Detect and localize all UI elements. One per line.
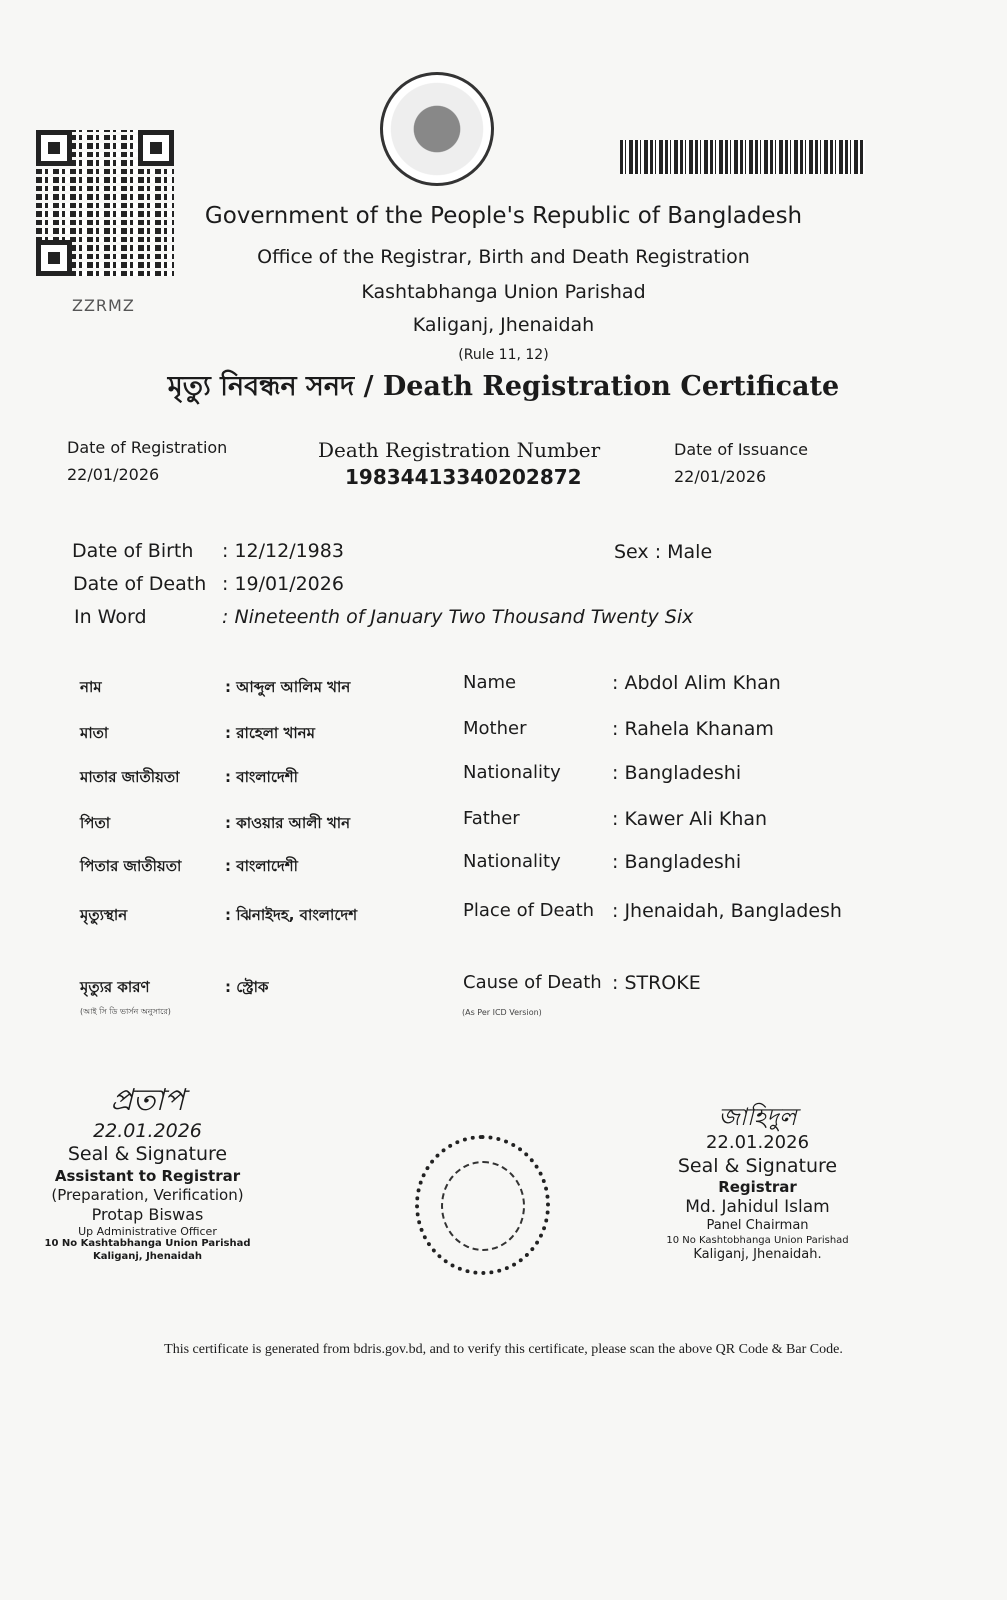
dod-label: Date of Death	[73, 573, 207, 595]
date-of-issuance-label: Date of Issuance	[674, 440, 808, 459]
field-bn-label: মৃত্যুর কারণ	[80, 978, 150, 996]
dob-value: : 12/12/1983	[222, 540, 344, 562]
registrar-sign-date: 22.01.2026	[705, 1132, 810, 1153]
field-en-label: Nationality	[463, 851, 561, 872]
field-bn-value: : বাংলাদেশী	[225, 768, 298, 786]
assistant-name: Protap Biswas	[91, 1204, 204, 1224]
dod-value: : 19/01/2026	[222, 573, 344, 595]
field-en-label: Mother	[463, 718, 527, 739]
inword-label: In Word	[74, 606, 147, 628]
header-government: Government of the People's Republic of Bangladesh	[204, 203, 803, 229]
qr-caption: ZZRMZ	[72, 296, 135, 315]
assistant-seal-label: Seal & Signature	[67, 1143, 228, 1166]
verification-footer: This certificate is generated from bdris.gov.bd, and to verify this certificate, please scan the above QR Code & Bar Code.	[164, 1342, 843, 1357]
field-bn-label: মৃত্যুস্থান	[80, 906, 128, 924]
date-of-issuance: 22/01/2026	[674, 467, 767, 486]
registrar-place: Kaliganj, Jhenaidah.	[693, 1247, 822, 1262]
field-bn-value: : আব্দুল আলিম খান	[225, 678, 351, 696]
field-en-label: Father	[463, 808, 520, 829]
field-bn-label: মাতার জাতীয়তা	[80, 768, 180, 786]
field-bn-value: : বাংলাদেশী	[225, 857, 298, 875]
field-en-label: Place of Death	[463, 900, 595, 921]
header-rule: (Rule 11, 12)	[458, 347, 549, 363]
field-en-value: : Jhenaidah, Bangladesh	[612, 900, 842, 922]
field-en-label: Nationality	[463, 762, 561, 783]
assistant-signature-block	[40, 1082, 255, 1263]
registrar-signature-block	[655, 1102, 860, 1263]
barcode	[620, 140, 865, 174]
field-bn-value: : স্ট্রোক	[225, 978, 269, 996]
dob-label: Date of Birth	[72, 540, 194, 562]
government-emblem	[380, 72, 494, 186]
assistant-place: Kaliganj, Jhenaidah	[92, 1250, 203, 1262]
field-bn-value: : রাহেলা খানম	[225, 724, 315, 742]
field-bn-label: পিতার জাতীয়তা	[80, 857, 182, 875]
field-en-label: Cause of Death	[463, 972, 602, 993]
field-bn-label: পিতা	[80, 814, 111, 832]
cause-note-bn: (আই সি ডি ভার্সন অনুসারে)	[80, 1007, 171, 1016]
assistant-role: Assistant to Registrar	[54, 1167, 241, 1185]
assistant-title: Up Administrative Officer	[78, 1224, 217, 1238]
registrar-signature: জাহিদুল	[718, 1103, 797, 1131]
assistant-office: 10 No Kashtabhanga Union Parishad	[44, 1238, 251, 1250]
field-bn-value: : ঝিনাইদহ, বাংলাদেশ	[225, 906, 358, 924]
inword-value: : Nineteenth of January Two Thousand Twenty Six	[222, 606, 694, 628]
field-en-value: : Bangladeshi	[612, 762, 742, 784]
date-of-registration: 22/01/2026	[67, 465, 160, 484]
field-bn-label: নাম	[80, 678, 102, 696]
assistant-signature: প্রতাপ	[110, 1083, 185, 1118]
date-of-registration-label: Date of Registration	[67, 438, 228, 457]
field-en-value: : Abdol Alim Khan	[612, 672, 781, 694]
registrar-title: Panel Chairman	[706, 1218, 809, 1234]
field-en-value: : Kawer Ali Khan	[612, 808, 768, 830]
field-bn-value: : কাওয়ার আলী খান	[225, 814, 351, 832]
assistant-sign-date: 22.01.2026	[93, 1119, 202, 1142]
field-en-value: : Bangladeshi	[612, 851, 742, 873]
registrar-name: Md. Jahidul Islam	[685, 1197, 830, 1217]
field-en-value: : STROKE	[612, 972, 701, 994]
registration-number: 19834413340202872	[345, 465, 582, 489]
sex: Sex : Male	[614, 541, 713, 563]
field-bn-label: মাতা	[80, 724, 109, 742]
assistant-sub-role: (Preparation, Verification)	[51, 1185, 244, 1204]
header-location: Kaliganj, Jhenaidah	[412, 314, 595, 336]
header-office: Office of the Registrar, Birth and Death Registration	[257, 246, 750, 268]
registrar-seal-label: Seal & Signature	[677, 1154, 838, 1177]
registration-number-label: Death Registration Number	[318, 438, 601, 462]
registrar-office: 10 No Kashtobhanga Union Parishad	[666, 1234, 849, 1246]
field-en-value: : Rahela Khanam	[612, 718, 774, 740]
cause-note-en: (As Per ICD Version)	[462, 1008, 542, 1017]
certificate-title: মৃত্যু নিবন্ধন সনদ / Death Registration Certificate	[167, 371, 840, 402]
header-union: Kashtabhanga Union Parishad	[361, 281, 646, 303]
registrar-role: Registrar	[718, 1178, 797, 1197]
union-parishad-seal	[415, 1135, 550, 1275]
field-en-label: Name	[463, 672, 517, 693]
